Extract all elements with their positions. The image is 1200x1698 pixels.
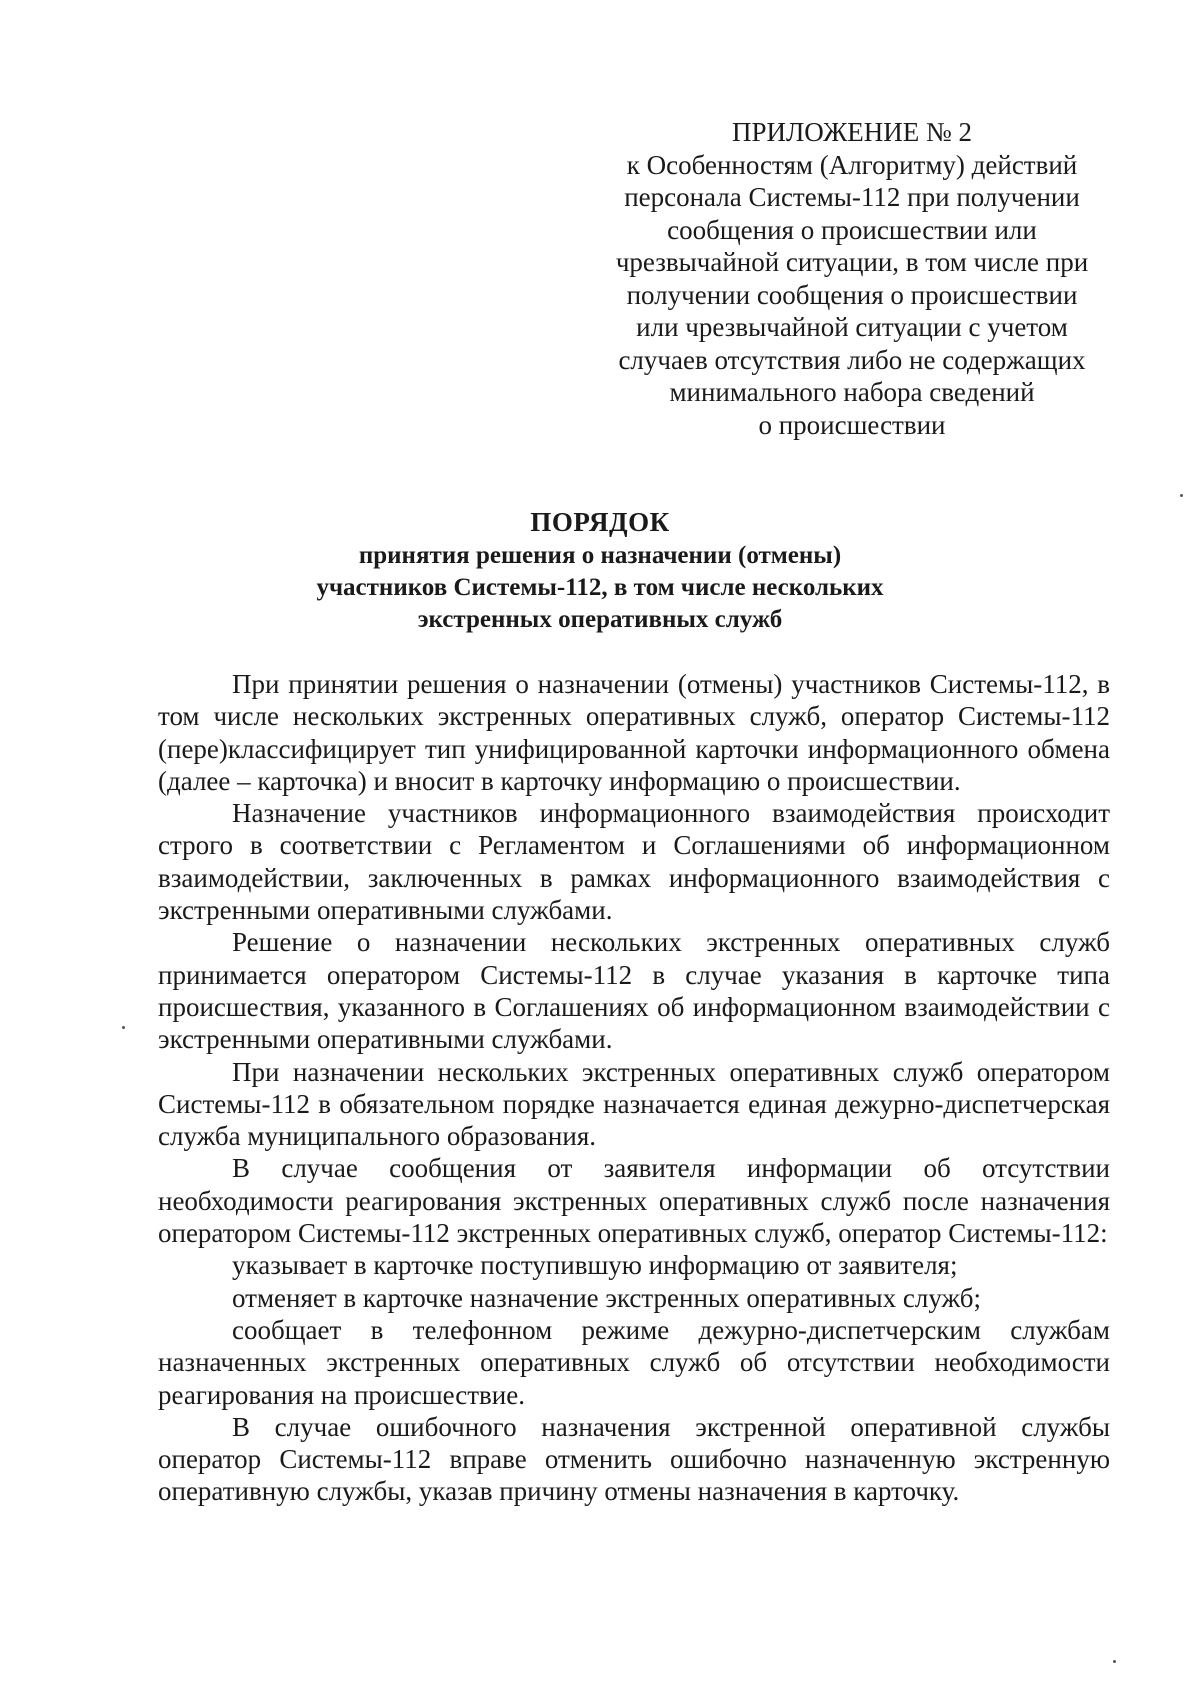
appendix-line: или чрезвычайной ситуации с учетом <box>636 312 1068 342</box>
document-subtitle-line: принятия решения о назначении (отмены) <box>358 542 842 569</box>
body-paragraph: В случае ошибочного назначения экстренной оперативной службы оператор Системы-112 вправе отменить ошибочно назначенную экстренную оперативную службы, указав причину отмены назначения в карточку. <box>158 1411 1110 1507</box>
body-paragraph: Решение о назначении нескольких экстренных оперативных служб принимается оператором Системы-112 в случае указания в карточке типа происшествия, указанного в Соглашениях об информационном взаимодействии с экстренными оперативными службами. <box>158 927 1110 1055</box>
appendix-line: минимального набора сведений <box>669 377 1035 407</box>
body-paragraph: В случае сообщения от заявителя информации об отсутствии необходимости реагирования экстренных оперативных служб после назначения оператором Системы-112 экстренных оперативных служб, оператор Системы-112: <box>158 1153 1110 1249</box>
body-paragraph: Назначение участников информационного взаимодействия происходит строго в соответствии с Регламентом и Соглашениями об информационном взаимодействии, заключенных в рамках информационного взаимодействия с экстренными оперативными службами. <box>158 798 1110 926</box>
appendix-line: персонала Системы-112 при получении <box>624 182 1080 212</box>
appendix-line: получении сообщения о происшествии <box>626 279 1078 310</box>
appendix-line: к Особенностям (Алгоритму) действий <box>626 149 1078 180</box>
appendix-block <box>592 116 1112 441</box>
scan-speck <box>122 1026 125 1029</box>
appendix-line: чрезвычайной ситуации, в том числе при <box>615 247 1089 277</box>
scan-speck <box>1180 494 1183 497</box>
document-heading <box>240 506 960 636</box>
scan-speck <box>1113 1660 1116 1663</box>
document-subtitle-line: участников Системы-112, в том числе нескольких <box>316 574 884 601</box>
appendix-line: случаев отсутствия либо не содержащих <box>618 344 1086 375</box>
document-body <box>158 668 1110 1508</box>
list-item: указывает в карточке поступившую информацию от заявителя; <box>232 1250 958 1281</box>
appendix-line: сообщения о происшествии или <box>667 214 1037 245</box>
body-paragraph: При принятии решения о назначении (отмены) участников Системы-112, в том числе нескольких экстренных оперативных служб, оператор Системы-112 (пере)классифицирует тип унифицированной карточки информационного обмена (далее – карточка) и вносит в карточку информацию о происшествии. <box>158 669 1110 796</box>
list-item: сообщает в телефонном режиме дежурно-диспетчерским службам назначенных экстренных оперативных служб об отсутствии необходимости реагирования на происшествие. <box>158 1314 1110 1410</box>
document-subtitle-line: экстренных оперативных служб <box>417 606 783 633</box>
list-item: отменяет в карточке назначение экстренных оперативных служб; <box>232 1282 982 1313</box>
appendix-line: о происшествии <box>758 409 946 440</box>
document-title: ПОРЯДОК <box>530 507 670 537</box>
appendix-title: ПРИЛОЖЕНИЕ № 2 <box>731 117 973 147</box>
body-paragraph: При назначении нескольких экстренных оперативных служб оператором Системы-112 в обязательном порядке назначается единая дежурно-диспетчерская служба муниципального образования. <box>158 1056 1110 1152</box>
